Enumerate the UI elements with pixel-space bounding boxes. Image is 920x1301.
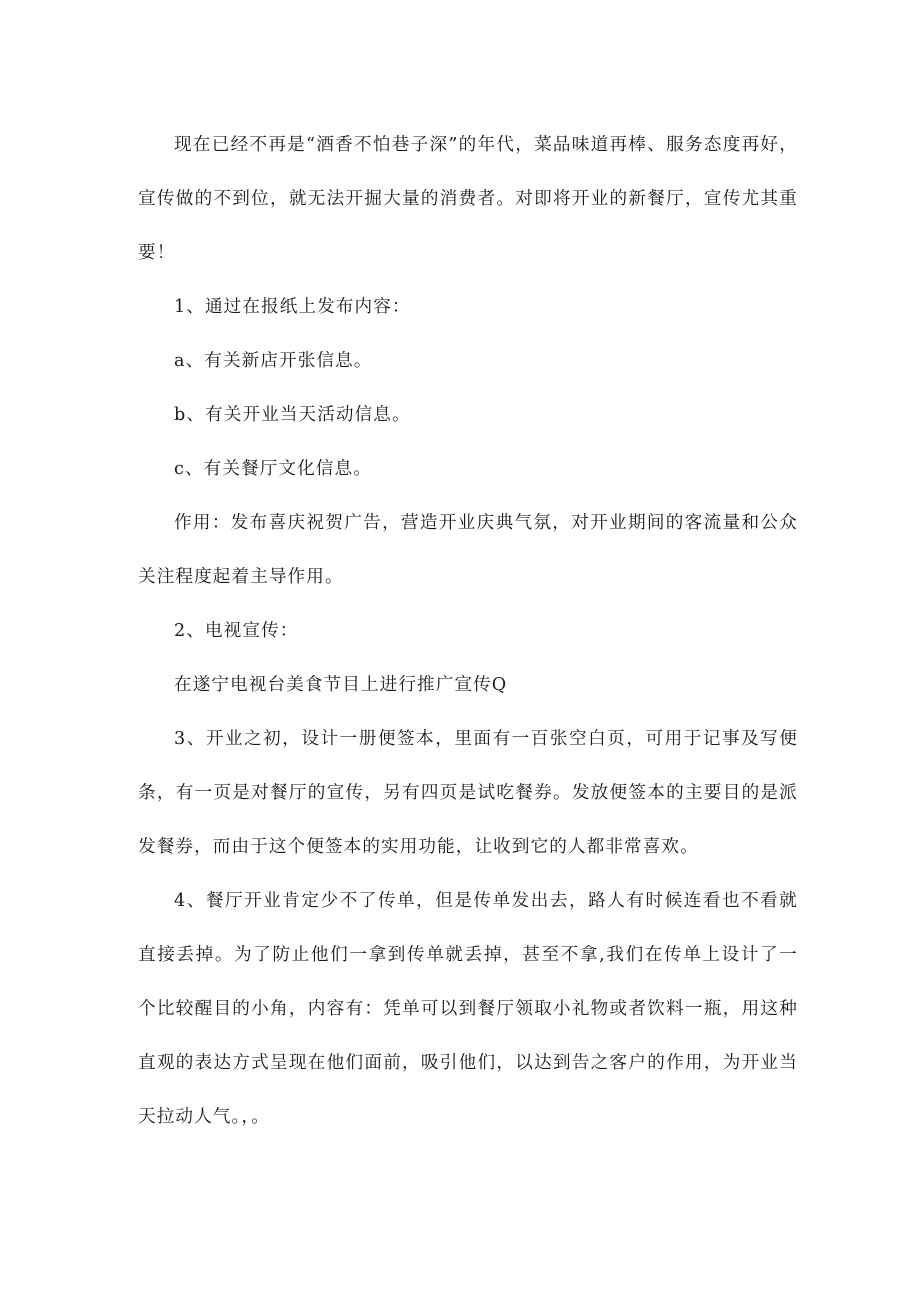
paragraph-intro: 现在已经不再是“酒香不怕巷子深”的年代，菜品味道再棒、服务态度再好，宣传做的不到位，就无法开掘大量的消费者。对即将开业的新餐厅，宣传尤其重要！ bbox=[138, 135, 798, 263]
heading-tv: 2、电视宣传： bbox=[174, 621, 299, 641]
list-item-c: c、有关餐厅文化信息。 bbox=[174, 459, 372, 479]
list-item-a: a、有关新店开张信息。 bbox=[174, 351, 373, 371]
document-body bbox=[138, 118, 798, 1144]
paragraph-flyer: 4、餐厅开业肯定少不了传单，但是传单发出去，路人有时候连看也不看就直接丢掉。为了防止他们一拿到传单就丢掉，甚至不拿,我们在传单上设计了一个比较醒目的小角，内容有：凭单可以到餐厅领取小礼物或者饮料一瓶，用这种直观的表达方式呈现在他们面前，吸引他们，以达到告之客户的作用，为开业当天拉动人气。，。 bbox=[138, 891, 798, 1127]
list-item-b: b、有关开业当天活动信息。 bbox=[174, 405, 411, 425]
paragraph-tv: 在遂宁电视台美食节目上进行推广宣传Q bbox=[174, 675, 508, 695]
paragraph-effect: 作用：发布喜庆祝贺广告，营造开业庆典气氛，对开业期间的客流量和公众关注程度起着主导作用。 bbox=[138, 513, 798, 587]
paragraph-notebook: 3、开业之初，设计一册便签本，里面有一百张空白页，可用于记事及写便条，有一页是对餐厅的宣传，另有四页是试吃餐券。发放便签本的主要目的是派发餐券，而由于这个便签本的实用功能，让收到它的人都非常喜欢。 bbox=[138, 729, 798, 857]
heading-newspaper: 1、通过在报纸上发布内容： bbox=[174, 297, 411, 317]
